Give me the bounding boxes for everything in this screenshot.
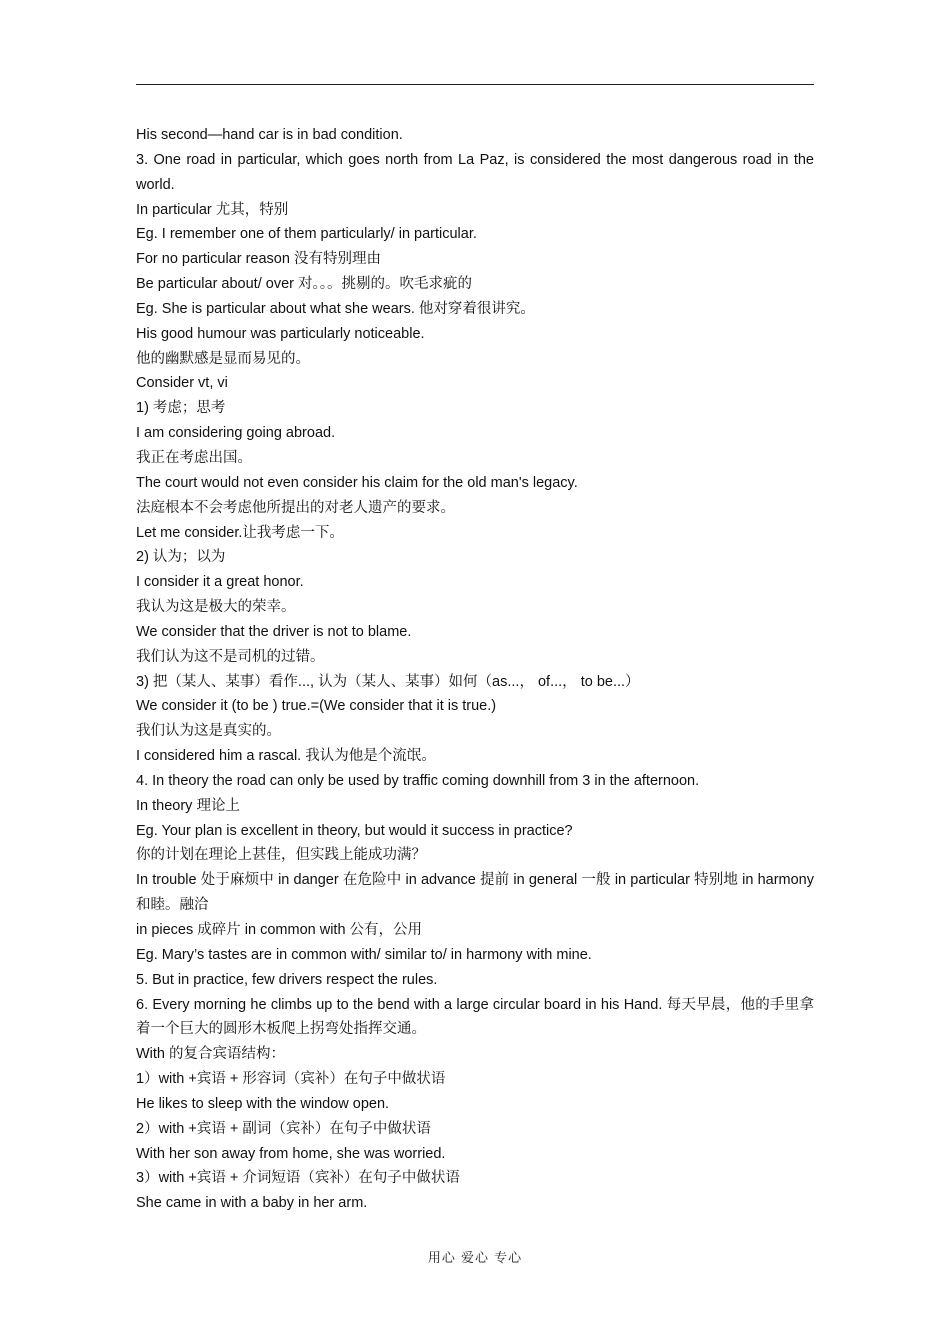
text-line: 我认为这是极大的荣幸。 <box>136 599 296 616</box>
text-line: 4. In theory the road can only be used by traffic coming downhill from 3 in the afternoon. <box>136 772 700 789</box>
text-line: In trouble 处于麻烦中 in danger 在危险中 in advance 提前 in general 一般 in particular 特别地 in harmony 和睦。融洽 <box>136 872 814 914</box>
text-line: Be particular about/ over 对。。。挑剔的。吹毛求疵的 <box>136 276 473 293</box>
document-body <box>136 123 814 1216</box>
text-line: His second—hand car is in bad condition. <box>136 127 403 143</box>
text-line: The court would not even consider his claim for the old man's legacy. <box>136 474 578 491</box>
text-line: I am considering going abroad. <box>136 425 336 442</box>
text-line: 6. Every morning he climbs up to the bend with a large circular board in his Hand. 每天早晨，他的手里拿着一个巨大的圆形木板爬上拐弯处指挥交通。 <box>136 996 814 1038</box>
text-line: 2）with +宾语 + 副词（宾补）在句子中做状语 <box>136 1120 431 1137</box>
text-line: 法庭根本不会考虑他所提出的对老人遗产的要求。 <box>136 499 455 516</box>
text-line: For no particular reason 没有特别理由 <box>136 251 381 268</box>
text-line: 2) 认为；以为 <box>136 549 226 566</box>
text-line: We consider that the driver is not to blame. <box>136 623 412 640</box>
text-line: With her son away from home, she was worried. <box>136 1145 446 1162</box>
text-line: In theory 理论上 <box>136 797 240 814</box>
text-line: She came in with a baby in her arm. <box>136 1195 368 1212</box>
text-line: 你的计划在理论上甚佳，但实践上能成功满？ <box>136 847 426 864</box>
text-line: Eg. She is particular about what she wears. 他对穿着很讲究。 <box>136 300 535 317</box>
text-line: Eg. Mary’s tastes are in common with/ similar to/ in harmony with mine. <box>136 946 592 963</box>
text-line: Let me consider.让我考虑一下。 <box>136 524 344 541</box>
text-line: With 的复合宾语结构： <box>136 1046 286 1063</box>
text-line: 3) 把（某人、某事）看作..., 认为（某人、某事）如何（as...， of...， to be...） <box>136 673 640 690</box>
text-line: In particular 尤其，特别 <box>136 201 289 218</box>
text-line: His good humour was particularly noticeable. <box>136 325 425 342</box>
text-line: 3）with +宾语 + 介词短语（宾补）在句子中做状语 <box>136 1170 460 1187</box>
text-line: I considered him a rascal. 我认为他是个流氓。 <box>136 748 436 765</box>
text-line: 3. One road in particular, which goes north from La Paz, is considered the most dangerous road in the world. <box>136 151 814 193</box>
text-line: 1）with +宾语 + 形容词（宾补）在句子中做状语 <box>136 1071 446 1088</box>
text-line: 我们认为这不是司机的过错。 <box>136 648 325 665</box>
text-line: 我正在考虑出国。 <box>136 449 252 466</box>
text-line: Consider vt, vi <box>136 375 228 392</box>
text-line: 我们认为这是真实的。 <box>136 723 281 740</box>
text-line: Eg. I remember one of them particularly/ in particular. <box>136 226 477 243</box>
text-line: We consider it (to be ) true.=(We consider that it is true.) <box>136 698 497 715</box>
text-line: He likes to sleep with the window open. <box>136 1095 390 1112</box>
text-line: I consider it a great honor. <box>136 574 304 591</box>
text-line: 1) 考虑；思考 <box>136 400 226 417</box>
text-line: 他的幽默感是显而易见的。 <box>136 350 310 367</box>
text-line: Eg. Your plan is excellent in theory, but would it success in practice? <box>136 822 573 839</box>
page-footer: 用心 爱心 专心 <box>427 1251 523 1266</box>
header-rule <box>136 84 814 85</box>
text-line: 5. But in practice, few drivers respect the rules. <box>136 971 438 988</box>
text-line: in pieces 成碎片 in common with 公有，公用 <box>136 922 423 938</box>
